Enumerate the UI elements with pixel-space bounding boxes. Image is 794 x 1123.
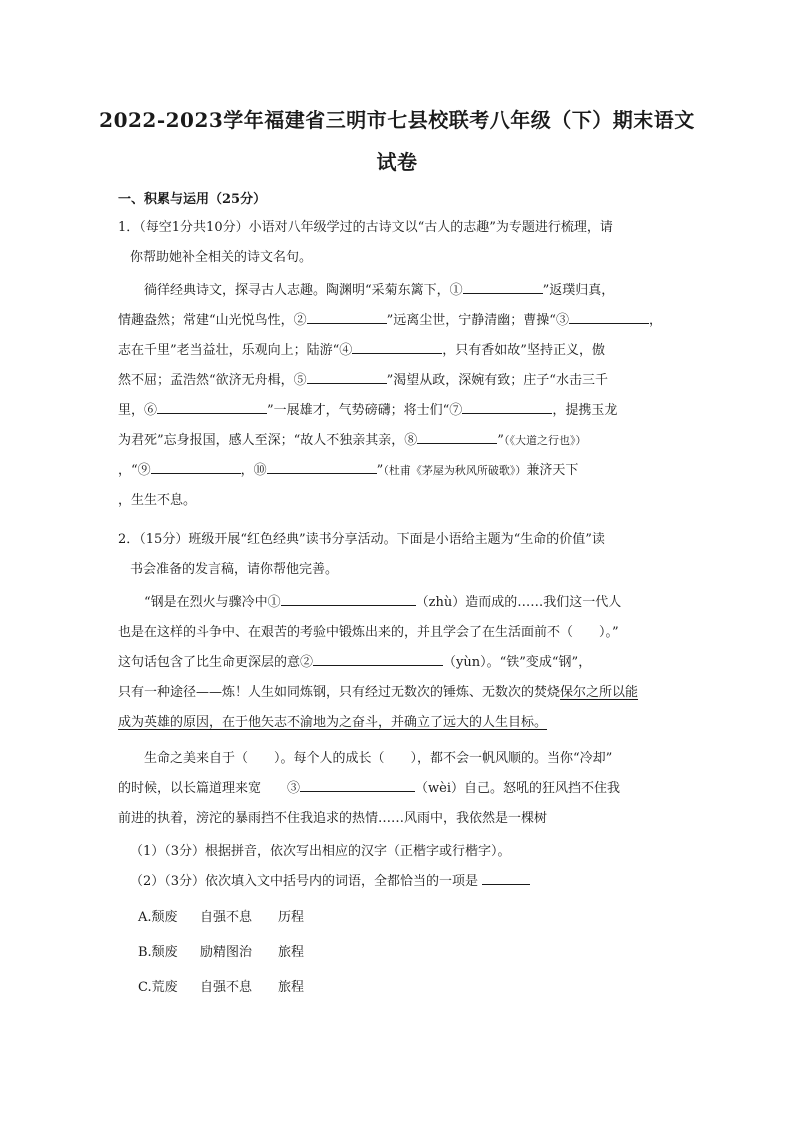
passage-text: ，只有香如故”坚持正义，傲 [442,343,605,358]
passage-line: 也是在这样的斗争中、在艰苦的考验中锻炼出来的，并且学会了在生活面前不（ ）。” [118,625,619,640]
blank-8[interactable] [417,429,497,444]
passage-line [118,396,676,426]
passage-text: （wèi）自己。怒吼的狂风挡不住我 [415,781,620,796]
option-word: B.颓废 [138,945,178,960]
underlined-sentence: 成为英雄的原因，在于他矢志不渝地为之奋斗，并确立了远大的人生目标。 [118,715,548,730]
passage-text: ”一展雄才，气势磅礴；将士们“⑦ [267,403,463,418]
passage-text: （2）（3分）依次填入文中括号内的词语，全都恰当的一项是 [130,874,479,889]
passage-text: 这句话包含了比生命更深层的意② [118,655,314,670]
question-2-stem-line1: 2．（15分）班级开展“红色经典”读书分享活动。下面是小语给主题为“生命的价值”读 [118,532,605,547]
option-word: 旅程 [278,980,305,995]
blank-5[interactable] [307,369,387,384]
blank-3[interactable] [569,309,649,324]
passage-text: （yùn）。“铁”变成“钢”， [443,655,592,670]
question-1-passage [118,276,676,516]
passage-line [118,678,676,708]
answer-blank[interactable] [482,870,530,885]
option-word: 历程 [278,910,305,925]
passage-text: ，⑩ [240,463,267,478]
passage-text: ”返璞归真， [542,283,615,298]
underlined-sentence: 保尔之所以能 [560,685,639,700]
passage-text: 的时候，以长篇道理来宽 ③ [118,781,301,796]
passage-text: ”远离尘世，宁静清幽；曹操“③ [386,313,569,328]
blank-1[interactable] [463,279,543,294]
passage-line [118,774,676,804]
option-word: 励精图治 [200,945,253,960]
blank-4[interactable] [352,339,442,354]
passage-line [118,648,676,678]
question-2-passage [118,588,676,738]
question-2-passage-2 [118,744,676,834]
passage-text: 兼济天下 [526,463,579,478]
passage-text: ，生生不息。 [118,493,197,508]
passage-text: 只有一种途径——炼！人生如同炼钢，只有经过无数次的锤炼、无数次的焚烧 [118,685,561,700]
passage-line [118,426,676,456]
passage-line [118,306,676,336]
blank-2[interactable] [307,309,387,324]
blank-10[interactable] [267,459,377,474]
passage-text: ， [648,313,662,328]
blank-zhu[interactable] [281,591,416,606]
passage-text: （zhù）造而成的……我们这一代人 [415,595,622,610]
question-2-subquestions [118,837,676,897]
question-1-stem-line2: 你帮助她补全相关的诗文名句。 [130,250,313,265]
passage-line [118,366,676,396]
passage-line: 生命之美来自于（ ）。每个人的成长（ ），都不会一帆风顺的。当你“冷却” [144,751,613,766]
subquestion-2 [118,867,676,897]
question-1-stem-line1: 1．（每空1分共10分）小语对八年级学过的古诗文以“古人的志趣”为专题进行梳理，请 [118,220,613,235]
option-c[interactable] [118,970,676,1005]
passage-text: 然不屈；孟浩然“欲济无舟楫，⑤ [118,373,307,388]
passage-text: 里，⑥ [118,403,158,418]
question-2-stem-line2: 书会准备的发言稿，请你帮他完善。 [130,562,339,577]
passage-text: ，“⑨ [118,463,151,478]
option-b[interactable] [118,935,676,970]
passage-text: ” [497,433,504,448]
option-word: C.荒废 [138,980,178,995]
blank-6[interactable] [157,399,267,414]
option-word: 旅程 [278,945,305,960]
passage-text: ”渴望从政，深婉有致；庄子“水击三千 [386,373,608,388]
section-heading: 一、积累与运用（25分） [118,192,267,207]
option-word: 自强不息 [200,980,253,995]
passage-text: 志在千里”老当益壮，乐观向上；陆游“④ [118,343,353,358]
answer-options [118,900,676,1005]
page-title: 2022-2023学年福建省三明市七县校联考八年级（下）期末语文 [99,108,695,132]
blank-wei[interactable] [300,777,415,792]
option-a[interactable] [118,900,676,935]
subquestion-1: （1）（3分）根据拼音，依次写出相应的汉字（正楷字或行楷字）。 [130,844,511,859]
passage-text: ，提携玉龙 [552,403,618,418]
question-1-stem [118,213,676,273]
passage-line [118,276,676,306]
passage-text: “钢是在烈火与骤冷中① [144,595,281,610]
passage-line [118,588,676,618]
passage-line: 前进的执着，滂沱的暴雨挡不住我追求的热情……风雨中，我依然是一棵树 [118,811,548,826]
passage-line [118,486,676,516]
page-title-continued: 试卷 [376,150,418,174]
passage-line [118,336,676,366]
blank-yun[interactable] [313,651,443,666]
blank-7[interactable] [462,399,552,414]
source-note: （《大道之行也》） [503,434,587,447]
option-word: 自强不息 [200,910,253,925]
question-2-stem [118,525,676,585]
passage-text: 徜徉经典诗文，探寻古人志趣。陶渊明“采菊东篱下，① [144,283,463,298]
passage-text: ” [376,463,384,478]
passage-line [118,456,676,486]
option-word: A.颓废 [138,910,178,925]
source-note: （杜甫《茅屋为秋风所破歌》） [383,464,527,477]
blank-9[interactable] [151,459,241,474]
passage-text: 情趣盎然；常建“山光悦鸟性，② [118,313,307,328]
passage-text: 为君死”忘身报国，感人至深；“故人不独亲其亲，⑧ [118,433,418,448]
